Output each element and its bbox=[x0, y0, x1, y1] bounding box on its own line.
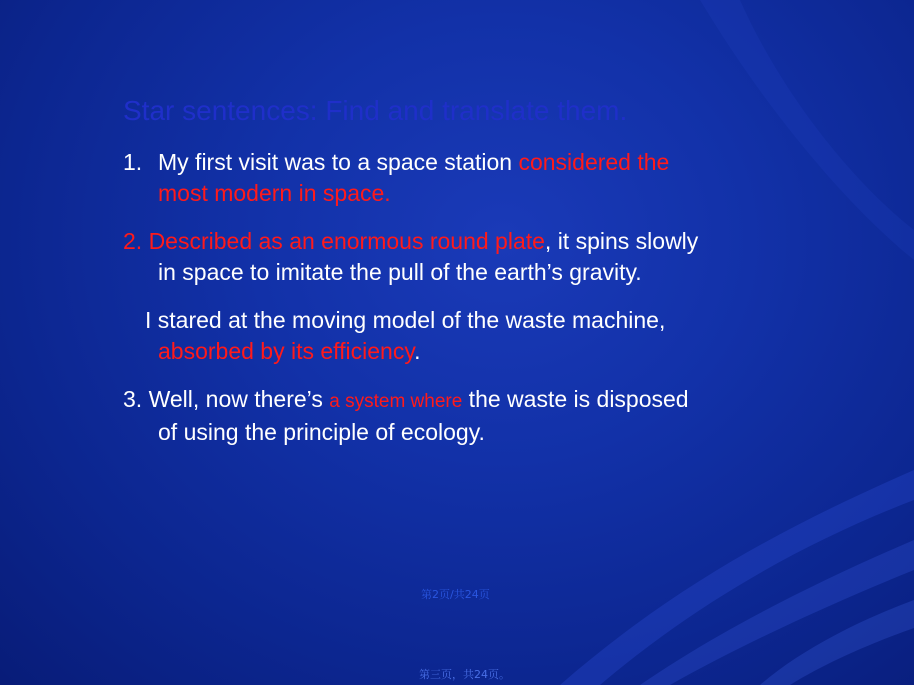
item-1-highlight: considered the bbox=[518, 149, 670, 175]
item-2b-paragraph bbox=[145, 305, 665, 367]
item-1-highlight-cont: most modern in space. bbox=[158, 180, 391, 206]
item-2b-line-1 bbox=[145, 305, 665, 336]
item-2-text: , it spins slowly bbox=[544, 228, 699, 254]
item-2-line-1 bbox=[123, 226, 698, 257]
item-3-line-2 bbox=[123, 417, 689, 448]
item-2-line-2 bbox=[123, 257, 698, 288]
item-1-text: My first visit was to a space station bbox=[158, 149, 519, 175]
item-2b-text: I stared at the moving model of the waste machine, bbox=[145, 307, 666, 333]
item-3-paragraph bbox=[123, 384, 689, 448]
item-1-number: 1. bbox=[123, 149, 143, 175]
item-1-line-1 bbox=[158, 147, 669, 178]
item-3-text-b: the waste is disposed bbox=[462, 386, 689, 412]
item-1-line-2 bbox=[158, 178, 669, 209]
item-1-paragraph bbox=[158, 147, 669, 209]
page-number: 第2页/共24页 bbox=[421, 588, 490, 601]
item-3-text: 3. Well, now there’s bbox=[123, 386, 330, 412]
item-2-highlight: 2. Described as an enormous round plate bbox=[123, 228, 545, 254]
item-2b-period: . bbox=[414, 338, 421, 364]
page-footer: 第三页，共24页。 bbox=[419, 668, 510, 681]
item-2b-highlight: absorbed by its efficiency bbox=[158, 338, 415, 364]
item-2-paragraph bbox=[123, 226, 698, 288]
slide-title: Star sentences: Find and translate them. bbox=[123, 95, 628, 126]
item-3-text-cont: of using the principle of ecology. bbox=[158, 419, 485, 445]
item-2-text-cont: in space to imitate the pull of the earth’s gravity. bbox=[158, 259, 642, 285]
item-2b-line-2 bbox=[145, 336, 665, 367]
item-3-highlight: a system where bbox=[329, 391, 463, 412]
item-3-line-1 bbox=[123, 384, 689, 417]
